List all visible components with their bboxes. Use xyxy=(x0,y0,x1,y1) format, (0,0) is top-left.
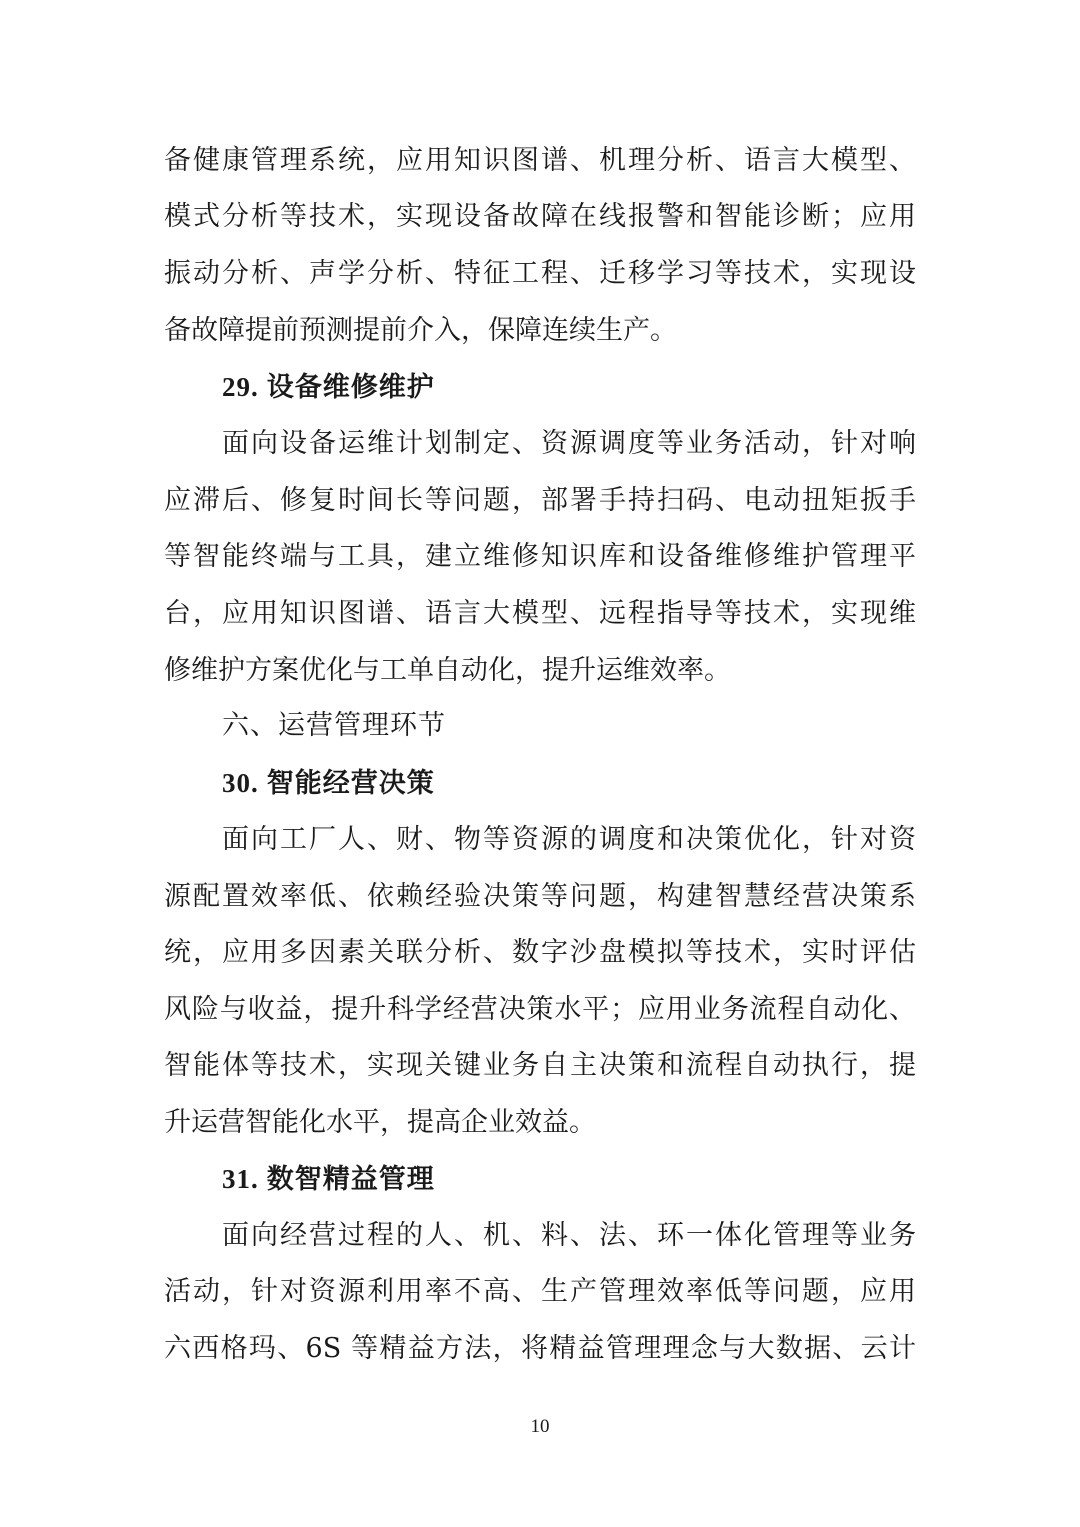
paragraph-line: 应滞后、修复时间长等问题，部署手持扫码、电动扭矩扳手 xyxy=(164,485,916,516)
paragraph-line: 面向经营过程的人、机、料、法、环一体化管理等业务 xyxy=(222,1220,916,1251)
page-number: 10 xyxy=(530,1416,550,1437)
paragraph-line: 风险与收益，提升科学经营决策水平；应用业务流程自动化、 xyxy=(164,994,916,1025)
heading-number: 31. xyxy=(222,1164,259,1194)
heading-title: 智能经营决策 xyxy=(266,768,435,799)
paragraph-line: 面向设备运维计划制定、资源调度等业务活动，针对响 xyxy=(222,428,916,459)
paragraph-line: 六西格玛、6S 等精益方法，将精益管理理念与大数据、云计 xyxy=(164,1333,916,1364)
paragraph-line: 统，应用多因素关联分析、数字沙盘模拟等技术，实时评估 xyxy=(164,937,916,968)
paragraph-line: 源配置效率低、依赖经验决策等问题，构建智慧经营决策系 xyxy=(164,881,916,912)
heading-30 xyxy=(222,763,435,803)
paragraph-line: 模式分析等技术，实现设备故障在线报警和智能诊断；应用 xyxy=(164,201,916,232)
paragraph-line: 智能体等技术，实现关键业务自主决策和流程自动执行，提 xyxy=(164,1050,916,1081)
paragraph-line: 备健康管理系统，应用知识图谱、机理分析、语言大模型、 xyxy=(164,145,916,176)
paragraph-line: 台，应用知识图谱、语言大模型、远程指导等技术，实现维 xyxy=(164,598,916,629)
section-heading: 六、运营管理环节 xyxy=(222,710,446,741)
paragraph-line: 振动分析、声学分析、特征工程、迁移学习等技术，实现设 xyxy=(164,258,916,289)
paragraph-line: 备故障提前预测提前介入，保障连续生产。 xyxy=(164,315,677,346)
heading-31 xyxy=(222,1159,435,1199)
heading-title: 设备维修维护 xyxy=(266,372,435,403)
paragraph-line: 活动，针对资源利用率不高、生产管理效率低等问题，应用 xyxy=(164,1276,916,1307)
heading-number: 30. xyxy=(222,768,259,798)
paragraph-line: 修维护方案优化与工单自动化，提升运维效率。 xyxy=(164,655,731,686)
heading-29 xyxy=(222,367,435,407)
paragraph-line: 面向工厂人、财、物等资源的调度和决策优化，针对资 xyxy=(222,824,916,855)
paragraph-line: 升运营智能化水平，提高企业效益。 xyxy=(164,1107,596,1138)
heading-number: 29. xyxy=(222,372,259,402)
paragraph-line: 等智能终端与工具，建立维修知识库和设备维修维护管理平 xyxy=(164,541,916,572)
heading-title: 数智精益管理 xyxy=(266,1164,435,1195)
